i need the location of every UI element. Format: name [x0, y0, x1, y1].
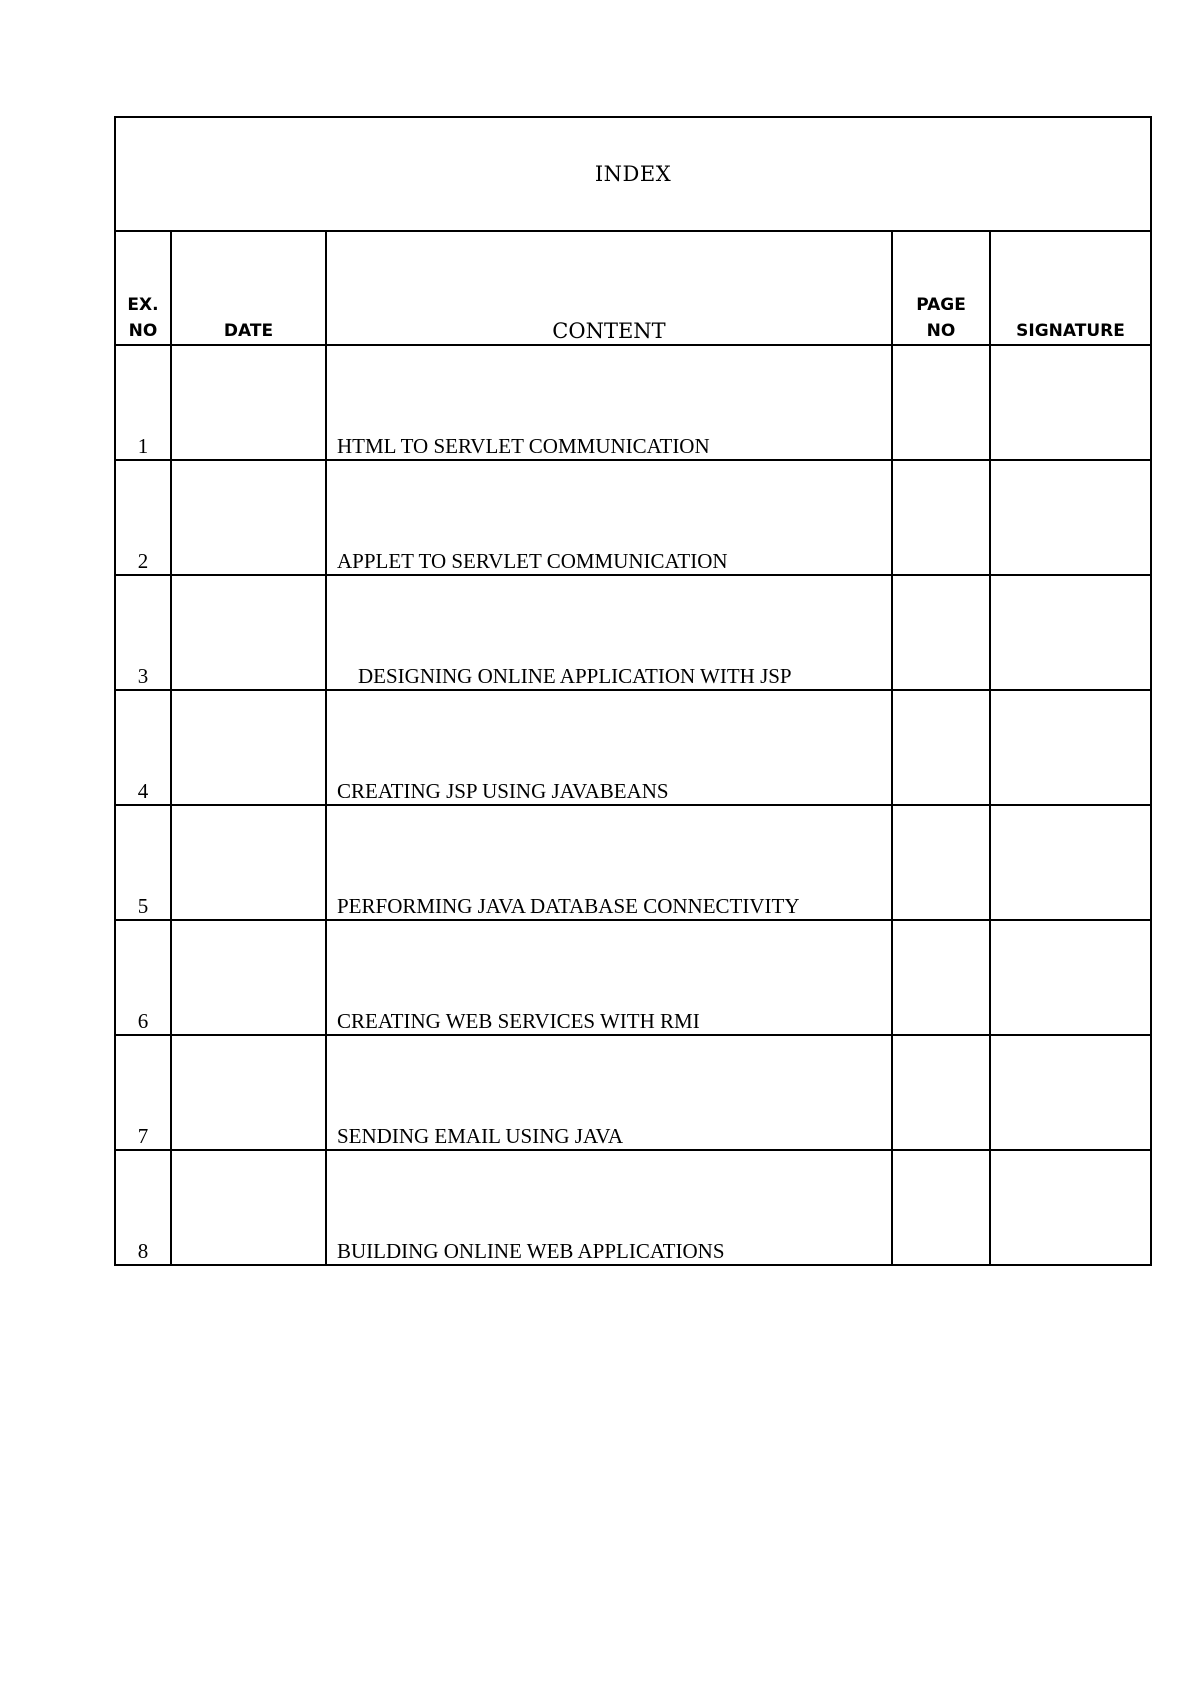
page-no-cell [892, 805, 990, 920]
header-signature [990, 231, 1151, 345]
date-cell [171, 690, 326, 805]
signature-cell [990, 805, 1151, 920]
ex-no-cell: 2 [115, 460, 171, 575]
signature-cell [990, 345, 1151, 460]
page-no-cell [892, 1035, 990, 1150]
date-cell [171, 1150, 326, 1265]
header-signature-label: SIGNATURE [1016, 321, 1125, 341]
table-row [115, 1035, 1151, 1150]
header-date-label: DATE [223, 321, 274, 341]
table-row [115, 460, 1151, 575]
signature-cell [990, 575, 1151, 690]
content-cell: CREATING WEB SERVICES WITH RMI [326, 920, 892, 1035]
header-content-label: CONTENT [552, 319, 666, 343]
page-no-cell [892, 690, 990, 805]
ex-no-cell: 3 [115, 575, 171, 690]
title-row [115, 117, 1151, 231]
page-no-cell [892, 460, 990, 575]
index-title: INDEX [115, 117, 1151, 231]
header-page-no-label: PAGE NO [916, 295, 966, 341]
table-row [115, 920, 1151, 1035]
table-row [115, 345, 1151, 460]
content-cell: BUILDING ONLINE WEB APPLICATIONS [326, 1150, 892, 1265]
content-cell: CREATING JSP USING JAVABEANS [326, 690, 892, 805]
header-date [171, 231, 326, 345]
signature-cell [990, 690, 1151, 805]
page-no-cell [892, 1150, 990, 1265]
date-cell [171, 460, 326, 575]
signature-cell [990, 460, 1151, 575]
header-page-no [892, 231, 990, 345]
signature-cell [990, 1150, 1151, 1265]
ex-no-cell: 7 [115, 1035, 171, 1150]
ex-no-cell: 5 [115, 805, 171, 920]
ex-no-cell: 6 [115, 920, 171, 1035]
date-cell [171, 1035, 326, 1150]
table-row [115, 805, 1151, 920]
ex-no-cell: 4 [115, 690, 171, 805]
content-cell: SENDING EMAIL USING JAVA [326, 1035, 892, 1150]
date-cell [171, 920, 326, 1035]
header-content [326, 231, 892, 345]
page-no-cell [892, 575, 990, 690]
table-row [115, 690, 1151, 805]
header-row [115, 231, 1151, 345]
date-cell [171, 805, 326, 920]
ex-no-cell: 1 [115, 345, 171, 460]
table-row [115, 575, 1151, 690]
content-cell: APPLET TO SERVLET COMMUNICATION [326, 460, 892, 575]
table-row [115, 1150, 1151, 1265]
signature-cell [990, 1035, 1151, 1150]
content-cell: PERFORMING JAVA DATABASE CONNECTIVITY [326, 805, 892, 920]
content-cell: HTML TO SERVLET COMMUNICATION [326, 345, 892, 460]
page-no-cell [892, 920, 990, 1035]
header-ex-no-label: EX. NO [127, 295, 159, 341]
date-cell [171, 345, 326, 460]
signature-cell [990, 920, 1151, 1035]
page-no-cell [892, 345, 990, 460]
header-ex-no [115, 231, 171, 345]
index-table [114, 116, 1152, 1266]
date-cell [171, 575, 326, 690]
content-cell: DESIGNING ONLINE APPLICATION WITH JSP [326, 575, 892, 690]
ex-no-cell: 8 [115, 1150, 171, 1265]
